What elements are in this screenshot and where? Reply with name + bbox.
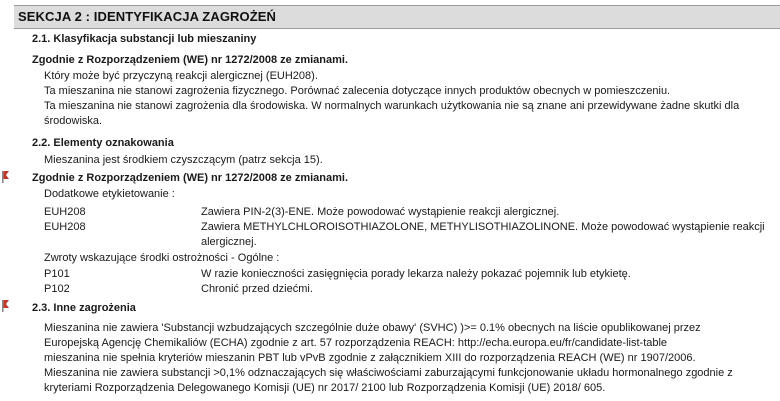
precaution-text: Chronić przed dziećmi. bbox=[201, 283, 313, 295]
text-line: Mieszanina nie zawiera 'Substancji wzbudzających szczególnie duże obawy' (SVHC) )>= 0.1% obecnych na liście opublikowanej przez bbox=[44, 322, 701, 334]
heading-2-1: 2.1. Klasyfikacja substancji lub mieszaniny bbox=[32, 33, 257, 45]
text-line: środowiska. bbox=[44, 115, 103, 127]
hazard-text: Zawiera METHYLCHLOROISOTHIAZOLONE, METHYLISOTHIAZOLINONE. Może powodować wystąpienie reakcji bbox=[201, 221, 765, 233]
hazard-text-continued: alergicznej. bbox=[201, 236, 257, 248]
text-line: Europejską Agencję Chemikaliów (ECHA) zgodnie z art. 57 rozporządzenia REACH: http://echa.europa.eu/fr/candidate-list-table bbox=[44, 337, 668, 349]
text-line: Ta mieszanina nie stanowi zagrożenia fizycznego. Porównać zalecenia dotyczące innych produktów obecnych w pomieszczeniu. bbox=[44, 85, 671, 97]
additional-labelling-label: Dodatkowe etykietowanie : bbox=[44, 188, 175, 200]
heading-2-2: 2.2. Elementy oznakowania bbox=[32, 137, 174, 149]
precaution-code: P101 bbox=[44, 268, 70, 280]
text-line: Ta mieszanina nie stanowi zagrożenia dla środowiska. W normalnych warunkach użytkowania nie są znane ani przewidywane żadne skutki dla bbox=[44, 100, 740, 112]
text-line: Który może być przyczyną reakcji alergicznej (EUH208). bbox=[44, 70, 318, 82]
text-line: Mieszanina jest środkiem czyszczącym (patrz sekcja 15). bbox=[44, 154, 323, 166]
precaution-text: W razie konieczności zasięgnięcia porady lekarza należy pokazać pojemnik lub etykietę. bbox=[201, 268, 631, 280]
subheading-regulation: Zgodnie z Rozporządzeniem (WE) nr 1272/2008 ze zmianami. bbox=[32, 172, 349, 184]
hazard-text: Zawiera PIN-2(3)-ENE. Może powodować wystąpienie reakcji alergicznej. bbox=[201, 206, 560, 218]
hazard-code: EUH208 bbox=[44, 206, 86, 218]
precaution-code: P102 bbox=[44, 283, 70, 295]
section-header bbox=[14, 5, 780, 29]
precaution-label: Zwroty wskazujące środki ostrożności - Ogólne : bbox=[44, 252, 280, 264]
modification-flag-icon bbox=[0, 299, 13, 312]
heading-2-3: 2.3. Inne zagrożenia bbox=[32, 302, 136, 314]
modification-flag-icon bbox=[0, 170, 13, 183]
text-line: kryteriami Rozporządzenia Delegowanego Komisji (UE) nr 2017/ 2100 lub Rozporządzenia Komisji (UE) 2018/ 605. bbox=[44, 382, 606, 394]
text-line: Mieszanina nie zawiera substancji >0,1% odznaczających się właściwościami zaburzającymi funkcjonowanie układu hormonalnego zgodnie z bbox=[44, 367, 733, 379]
text-line: mieszanina nie spełnia kryteriów mieszanin PBT lub vPvB zgodnie z załącznikiem XIII do rozporządzenia REACH (WE) nr 1907/2006. bbox=[44, 352, 696, 364]
section-title: SEKCJA 2 : IDENTYFIKACJA ZAGROŻEŃ bbox=[18, 9, 277, 24]
hazard-code: EUH208 bbox=[44, 221, 86, 233]
subheading-regulation: Zgodnie z Rozporządzeniem (WE) nr 1272/2008 ze zmianami. bbox=[32, 54, 349, 66]
